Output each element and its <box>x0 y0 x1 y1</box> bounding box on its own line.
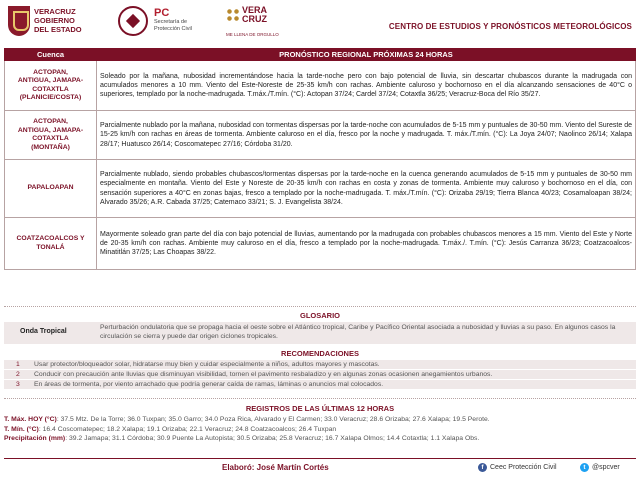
veracruz-logo-text: VERACRUZ GOBIERNO DEL ESTADO <box>34 7 82 34</box>
center-title: CENTRO DE ESTUDIOS Y PRONÓSTICOS METEOROLÓGICOS <box>388 22 632 31</box>
glosario-entry <box>4 322 636 344</box>
forecast-table-header <box>5 49 636 61</box>
veracruz-government-logo <box>8 6 104 38</box>
veracruz-brand-text: VERA CRUZ <box>242 5 268 24</box>
facebook-handle: Ceec Protección Civil <box>490 464 557 471</box>
forecast-text: Parcialmente nublado, siendo probables chubascos/tormentas dispersas por la tarde-noche en la cuenca generando acumulados de 5-15 mm y puntuales de 30-50 mm especialmente en montaña. Viento del Este y Noreste de 20-35 km/h con rachas en costa y zonas de tormenta. Ambiente muy caluroso y bochornoso en el día, con sensación superiores a 40°C en zonas bajas, fresco a templado por la noche-madrugada. T. máx./T.mín. (°C): Orizaba 29/19; Tierra Blanca 40/23; Cosamaloapan 38/24; Alvarado 35/26; A.R. Cabada 37/25; Catemaco 33/21; S. J. Evangelista 38/24. <box>97 160 636 218</box>
proteccion-civil-logo <box>118 6 214 38</box>
recommendation-number: 1 <box>16 361 20 368</box>
precip-value: : 39.2 Jamapa; 31.1 Córdoba; 30.9 Puente La Autopista; 30.5 Orizaba; 25.8 Veracruz; 16.7 Xalapa Olmos; 14.4 Cotaxtla; 1.1 Xalapa Obs. <box>65 435 480 442</box>
recommendation-text: Conducir con precaución ante lluvias que disminuyan visibilidad, tornen el pavimento resbaladizo y en algunas zonas ocasionen anegamientos urbanos. <box>34 371 493 378</box>
glosario-definition: Perturbación ondulatoria que se propaga hacia el oeste sobre el Atlántico tropical, Caribe y Pacífico Oriental asociada a nubosidad y lluvias a su paso. En algunos casos la circulación se cierra y puede dar origen ciclones tropicales. <box>100 324 616 340</box>
list-item <box>4 380 636 390</box>
registros-block <box>4 415 636 444</box>
page-header <box>0 0 640 44</box>
pc-subtitle: Secretaría de Protección Civil <box>154 19 192 32</box>
veracruz-brand-tagline: ME LLENA DE ORGULLO <box>226 32 279 37</box>
section-divider <box>4 306 636 307</box>
registro-tmin <box>4 425 636 435</box>
cuenca-name: PAPALOAPAN <box>5 160 97 218</box>
forecast-table <box>4 48 636 270</box>
recommendation-number: 2 <box>16 371 20 378</box>
facebook-icon: f <box>478 463 487 472</box>
tmax-value: : 37.5 Mtz. De la Torre; 36.0 Tuxpan; 35.0 Garro; 34.0 Poza Rica, Alvarado y El Carmen; 33.0 Veracruz; 28.6 Orizaba; 27.6 Xalapa; 19.5 Perote. <box>56 416 490 423</box>
recomendaciones-list <box>4 360 636 390</box>
cuenca-name: ACTOPAN, ANTIGUA, JAMAPA- COTAXTLA (MONTAÑA) <box>5 111 97 160</box>
list-item <box>4 360 636 370</box>
twitter-link[interactable] <box>580 463 620 472</box>
cuenca-name: ACTOPAN, ANTIGUA, JAMAPA- COTAXTLA (PLANICIE/COSTA) <box>5 61 97 111</box>
forecast-text: Soleado por la mañana, nubosidad incrementándose hacia la tarde-noche pero con bajo potencial de lluvia, sin descartar chubascos durante la madrugada con acumulados menores a 10 mm. Viento del Este-Noreste de 25-35 km/h con rachas. Ambiente caluroso y bochornoso en el día alcanzando sensaciones de 40°C o superiores, templado por la noche-madrugada. T.máx./T.mín. (°C): Actopan 37/24; Cardel 37/24; Cotaxtla 36/25; Veracruz-Boca del Río 35/27. <box>97 61 636 111</box>
table-row <box>5 218 636 270</box>
registro-tmax <box>4 415 636 425</box>
column-header-cuenca: Cuenca <box>5 49 97 61</box>
list-item <box>4 370 636 380</box>
glosario-term: Onda Tropical <box>20 328 67 335</box>
twitter-icon: t <box>580 463 589 472</box>
recommendation-text: En áreas de tormenta, por viento arrachado que podría generar caída de ramas, láminas o anuncios mal colocados. <box>34 381 384 388</box>
forecast-text: Parcialmente nublado por la mañana, nubosidad con tormentas dispersas por la tarde-noche con acumulados de 5-15 mm y puntuales de 30-50 mm. Viento del Sureste de 15-25 km/h con rachas en áreas de tormenta. Ambiente caluroso en el día, fresco por la noche y madrugada. T. máx./T.mín. (°C): La Joya 24/07; Naolinco 26/14; Xalapa 28/17; Huatusco 26/14; Coscomatepec 27/16; Córdoba 31/20. <box>97 111 636 160</box>
pc-title: PC <box>154 7 170 19</box>
table-row <box>5 61 636 111</box>
tmin-value: : 16.4 Coscomatepec; 18.2 Xalapa; 19.1 Orizaba; 22.1 Veracruz; 24.8 Coatzacoalcos; 26.4 Tuxpan <box>38 425 337 433</box>
recommendation-text: Usar protector/bloqueador solar, hidratarse muy bien y cuidar especialmente a niños, adultos mayores y mascotas. <box>34 361 380 368</box>
precip-label: Precipitación (mm) <box>4 435 66 442</box>
proteccion-civil-emblem-icon <box>118 6 148 36</box>
section-divider <box>4 398 636 399</box>
veracruz-brand-pattern-icon <box>226 8 240 22</box>
tmin-label: T. Mín. (°C) <box>4 425 39 433</box>
forecast-text: Mayormente soleado gran parte del día con bajo potencial de lluvias, aumentando por la madrugada con probables chubascos menores a 15 mm. Viento del Este y Norte de 20-35 km/h con rachas. Ambiente muy caluroso en el día, fresco a templado por la noche-madrugada. T.máx./. T.mín. (°C): Jesús Carranza 36/23; Coatzacoalcos-Minatitlán 37/25; Las Choapas 38/22. <box>97 218 636 270</box>
veracruz-shield-icon <box>8 6 30 36</box>
facebook-link[interactable] <box>478 463 557 472</box>
recomendaciones-title: RECOMENDACIONES <box>281 349 359 358</box>
veracruz-brand-logo <box>226 6 284 38</box>
table-row <box>5 160 636 218</box>
registros-title: REGISTROS DE LAS ÚLTIMAS 12 HORAS <box>245 404 395 413</box>
footer-divider <box>4 458 636 459</box>
elaboro-credit: Elaboró: José Martín Cortés <box>222 463 329 472</box>
page-footer <box>0 458 640 480</box>
cuenca-name: COATZACOALCOS Y TONALÁ <box>5 218 97 270</box>
recommendation-number: 3 <box>16 381 20 388</box>
twitter-handle: @spcver <box>592 464 620 471</box>
tmax-label: T. Máx. HOY (°C) <box>4 416 57 423</box>
table-row <box>5 111 636 160</box>
column-header-pronostico: PRONÓSTICO REGIONAL PRÓXIMAS 24 HORAS <box>97 49 636 61</box>
glosario-title: GLOSARIO <box>299 311 340 320</box>
registro-precip <box>4 434 636 444</box>
